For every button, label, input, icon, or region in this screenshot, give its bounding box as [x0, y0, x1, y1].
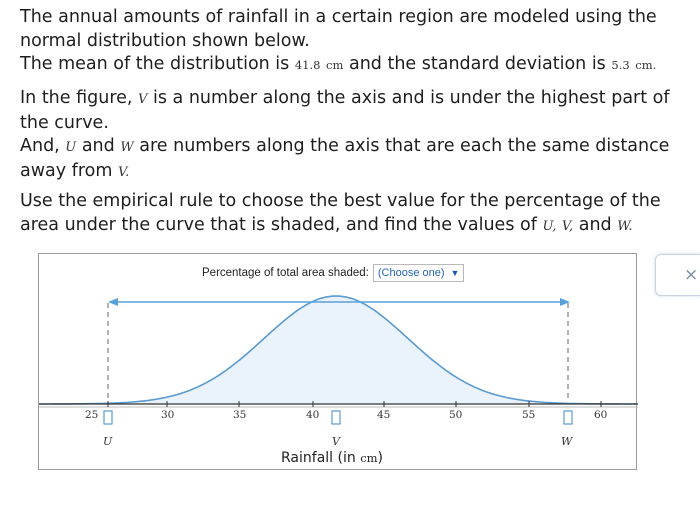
- question-intro: The annual amounts of rainfall in a certain region are modeled using the normal distribution shown below.: [20, 7, 657, 51]
- tick-label: 35: [233, 409, 247, 421]
- question-paragraph-3: [20, 190, 685, 238]
- question-paragraph-2: [20, 87, 685, 184]
- w-input-box[interactable]: [564, 411, 572, 424]
- shaded-area: [108, 296, 568, 404]
- mean-value: 41.8: [294, 58, 321, 72]
- tick-label: 45: [377, 409, 391, 421]
- percentage-dropdown[interactable]: [373, 264, 465, 282]
- sd-value: 5.3: [611, 58, 630, 72]
- tick-label: 60: [594, 409, 608, 421]
- tick-label: 40: [306, 409, 320, 421]
- dropdown-caret-icon: ▼: [450, 268, 460, 278]
- question-paragraph-1: [20, 6, 685, 78]
- sd-unit: cm.: [635, 58, 657, 72]
- question-uw-description: And, U and W are numbers along the axis that are each the same distance away from V.: [20, 136, 670, 181]
- range-arrow-left-head: [108, 298, 118, 306]
- axis-title: Rainfall (in cm): [281, 450, 384, 466]
- percentage-row: [202, 264, 464, 282]
- w-label: W: [561, 435, 573, 448]
- mean-unit: cm: [326, 58, 344, 72]
- percentage-label: Percentage of total area shaded:: [202, 267, 369, 279]
- close-icon: ×: [684, 265, 699, 285]
- close-button[interactable]: [655, 254, 700, 296]
- question-mean-sd: The mean of the distribution is 41.8 cm and the standard deviation is 5.3 cm.: [20, 54, 657, 74]
- u-label: U: [103, 435, 113, 448]
- v-input-box[interactable]: [332, 411, 340, 424]
- percentage-dropdown-value: (Choose one): [377, 267, 445, 279]
- v-label: V: [332, 435, 340, 448]
- tick-label: 55: [522, 409, 536, 421]
- tick-label: 25: [85, 409, 99, 421]
- tick-label: 30: [161, 409, 175, 421]
- tick-label: 50: [449, 409, 463, 421]
- question-instructions: Use the empirical rule to choose the best value for the percentage of the area under the curve that is shaded, and find the values of U, V, and W.: [20, 191, 661, 235]
- normal-distribution-figure: [38, 253, 637, 470]
- question-v-description: In the figure, V is a number along the axis and is under the highest part of the curve.: [20, 88, 670, 133]
- u-input-box[interactable]: [104, 411, 112, 424]
